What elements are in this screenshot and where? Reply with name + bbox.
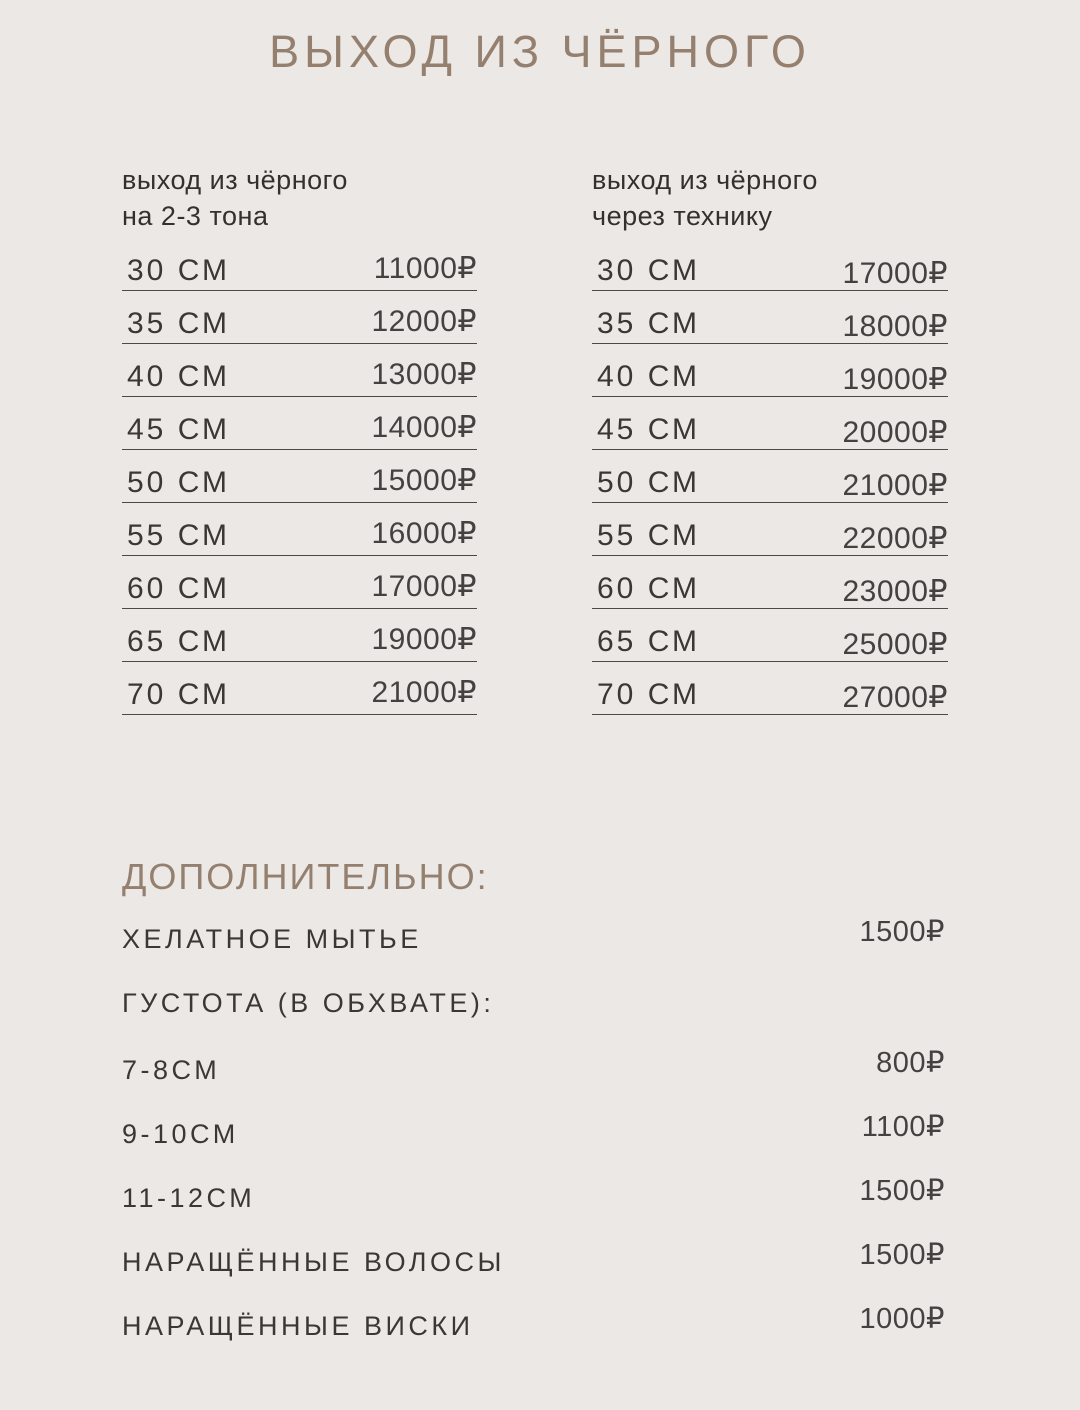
size-label: 60 СМ [127, 572, 231, 605]
price-value: 18000₽ [842, 310, 948, 343]
extra-row [122, 1175, 945, 1215]
table-row [592, 397, 948, 450]
table-row [122, 662, 477, 715]
extra-label: НАРАЩЁННЫЕ ВОЛОСЫ [122, 1247, 505, 1277]
extra-label: 11-12СМ [122, 1183, 256, 1213]
table-row [122, 238, 477, 291]
size-label: 35 СМ [597, 307, 701, 340]
table-row [592, 503, 948, 556]
price-value: 25000₽ [842, 628, 948, 661]
extra-label: ГУСТОТА (В ОБХВАТЕ): [122, 988, 495, 1018]
extra-price: 1500₽ [859, 1175, 945, 1207]
extra-label: НАРАЩЁННЫЕ ВИСКИ [122, 1311, 474, 1341]
size-label: 40 СМ [597, 360, 701, 393]
size-label: 30 СМ [597, 254, 701, 287]
price-table-2-3-tones [122, 162, 477, 715]
extra-row [122, 1303, 945, 1343]
extra-price: 1100₽ [861, 1111, 945, 1143]
price-value: 17000₽ [371, 570, 477, 603]
extra-label: 9-10СМ [122, 1119, 239, 1149]
extra-price: 1500₽ [859, 1239, 945, 1271]
price-value: 13000₽ [371, 358, 477, 391]
extra-row [122, 1047, 945, 1087]
extras-list [122, 916, 945, 1373]
table-header [592, 162, 948, 234]
extra-row [122, 986, 945, 1020]
extra-price: 1500₽ [859, 916, 945, 948]
price-table [592, 238, 948, 715]
price-value: 17000₽ [842, 257, 948, 290]
size-label: 70 СМ [597, 678, 701, 711]
price-table-technique [592, 162, 948, 715]
size-label: 45 СМ [127, 413, 231, 446]
table-row [122, 344, 477, 397]
extra-price: 800₽ [876, 1047, 945, 1079]
price-value: 21000₽ [842, 469, 948, 502]
extras-section-title: ДОПОЛНИТЕЛЬНО: [122, 856, 489, 897]
price-value: 27000₽ [842, 681, 948, 714]
price-value: 19000₽ [371, 623, 477, 656]
table-row [122, 291, 477, 344]
table-header-line1: выход из чёрного [592, 165, 818, 195]
size-label: 55 СМ [597, 519, 701, 552]
table-header-line2: на 2-3 тона [122, 201, 269, 231]
extra-row [122, 1111, 945, 1151]
price-value: 14000₽ [371, 411, 477, 444]
table-row [122, 397, 477, 450]
price-value: 12000₽ [371, 305, 477, 338]
extra-price: 1000₽ [859, 1303, 945, 1335]
table-row [592, 662, 948, 715]
size-label: 70 СМ [127, 678, 231, 711]
table-row [592, 238, 948, 291]
table-header-line1: выход из чёрного [122, 165, 348, 195]
table-row [122, 556, 477, 609]
table-header [122, 162, 477, 234]
price-value: 11000₽ [373, 252, 477, 285]
table-row [592, 344, 948, 397]
price-table [122, 238, 477, 715]
size-label: 50 СМ [127, 466, 231, 499]
size-label: 30 СМ [127, 254, 231, 287]
price-value: 23000₽ [842, 575, 948, 608]
price-value: 16000₽ [371, 517, 477, 550]
page-title: ВЫХОД ИЗ ЧЁРНОГО [269, 26, 811, 77]
table-row [122, 503, 477, 556]
table-row [592, 609, 948, 662]
table-row [592, 291, 948, 344]
extra-row [122, 1239, 945, 1279]
price-value: 20000₽ [842, 416, 948, 449]
table-row [122, 609, 477, 662]
extra-label: 7-8СМ [122, 1055, 221, 1085]
table-row [592, 556, 948, 609]
table-row [122, 450, 477, 503]
price-value: 22000₽ [842, 522, 948, 555]
table-row [592, 450, 948, 503]
size-label: 40 СМ [127, 360, 231, 393]
extra-row [122, 916, 945, 956]
extra-label: ХЕЛАТНОЕ МЫТЬЕ [122, 924, 422, 954]
price-value: 21000₽ [371, 676, 477, 709]
size-label: 55 СМ [127, 519, 231, 552]
size-label: 60 СМ [597, 572, 701, 605]
price-value: 15000₽ [371, 464, 477, 497]
size-label: 35 СМ [127, 307, 231, 340]
size-label: 65 СМ [127, 625, 231, 658]
table-header-line2: через технику [592, 201, 773, 231]
size-label: 65 СМ [597, 625, 701, 658]
size-label: 45 СМ [597, 413, 701, 446]
size-label: 50 СМ [597, 466, 701, 499]
price-value: 19000₽ [842, 363, 948, 396]
